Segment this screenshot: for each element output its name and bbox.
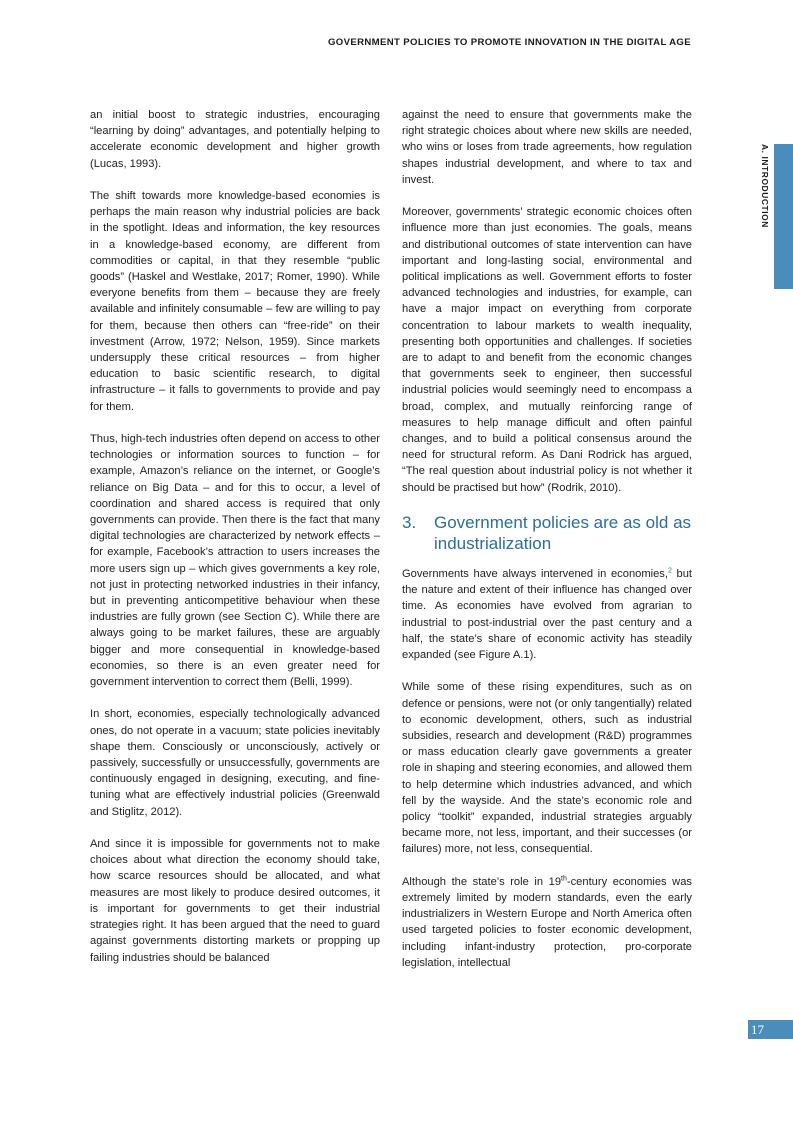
superscript: th	[561, 875, 567, 883]
paragraph: The shift towards more knowledge-based economies is perhaps the main reason why industrial policies are back in the spotlight. Ideas and information, the key resources in a knowledge-based economy, are different from commodities or capital, in that they resemble “public goods” (Haskel and Westlake, 2017; Romer, 1990). While everyone benefits from them – because they are freely available and infinitely consumable – few are willing to pay for them, because then others can “free-ride” on their investment (Arrow, 1972; Nelson, 1959). Since markets undersupply these critical resources – from higher education to basic scientific research, to digital infrastructure – it falls to governments to provide and pay for them.	[90, 190, 380, 413]
section-number: 3.	[402, 513, 417, 533]
paragraph-text: Although the state’s role in 19	[402, 875, 562, 888]
paragraph	[402, 874, 692, 971]
footnote-ref[interactable]: 2	[667, 567, 672, 575]
paragraph: an initial boost to strategic industries, encouraging “learning by doing” advantages, and potentially helping to accelerate economic development and higher growth (Lucas, 1993).	[90, 109, 380, 170]
page-number: 17	[748, 1020, 793, 1039]
running-header: GOVERNMENT POLICIES TO PROMOTE INNOVATION IN THE DIGITAL AGE	[327, 37, 691, 48]
section-tab-marker	[774, 144, 793, 289]
paragraph-text: Governments have always intervened in economies,	[402, 568, 668, 581]
section-tab-label: A. INTRODUCTION	[760, 144, 770, 228]
paragraph-text: but the nature and extent of their influence has changed over time. As economies have evolved from agrarian to industrial to post-industrial over the past century and a half, the state’s share of economic activity has steadily expanded (see Figure A.1).	[402, 568, 692, 662]
paragraph: While some of these rising expenditures, such as on defence or pensions, were not (or only tangentially) related to economic development, others, such as industrial subsidies, research and development (R&D) programmes or mass education clearly gave governments a greater role in shaping and steering economies, and allowed them to help determine which industries advanced, and which fell by the wayside. And the state’s economic role and policy “toolkit” expanded, industrial strategies arguably became more, not less, important, and their successes (or failures) more, not less, consequential.	[402, 681, 692, 856]
paragraph-text: -century economies was extremely limited by modern standards, even the early industrializers in Western Europe and North America often used targeted policies to foster economic development, including infant-industry protection, pro-corporate legislation, intellectual	[402, 875, 692, 969]
section-title: Government policies are as old as industrialization	[434, 513, 692, 554]
paragraph: against the need to ensure that governments make the right strategic choices about where new skills are needed, who wins or loses from trade agreements, how regulation shapes industrial development, and where to tax and invest.	[402, 109, 692, 186]
paragraph: In short, economies, especially technologically advanced ones, do not operate in a vacuum; state policies inevitably shape them. Consciously or unconsciously, actively or passively, successfully or unsuccessfully, governments are continuously engaged in designing, executing, and fine-tuning what are effectively industrial policies (Greenwald and Stiglitz, 2012).	[90, 708, 380, 818]
left-column	[90, 107, 380, 982]
right-column	[402, 107, 692, 987]
paragraph: And since it is impossible for governments not to make choices about what direction the economy should take, how scarce resources should be allocated, and what measures are most likely to produce desired outcomes, it is important for governments to get their industrial strategies right. It has been argued that the need to guard against governments distorting markets or propping up failing industries should be balanced	[90, 838, 380, 964]
paragraph	[402, 566, 692, 663]
paragraph: Thus, high-tech industries often depend on access to other technologies or information sources to function – for example, Amazon’s reliance on the internet, or Google’s reliance on Big Data – and for this to occur, a level of coordination and shared access is required that only governments can provide. Then there is the fact that many digital technologies are characterized by network effects – for example, Facebook’s attraction to users increases the more users sign up – which gives governments a key role, not just in protecting networked industries in their infancy, but in preventing anticompetitive behaviour when these industries are fully grown (see Section C). While there are always going to be market failures, these are arguably bigger and more consequential in knowledge-based economies, so there is an even greater need for government intervention to correct them (Belli, 1999).	[90, 433, 380, 689]
paragraph: Moreover, governments’ strategic economic choices often influence more than just economies. The goals, means and distributional outcomes of state intervention can have important and long-lasting social, environmental and political implications as well. Government efforts to foster advanced technologies and industries, for example, can have a major impact on everything from corporate concentration to labour markets to wealth inequality, presenting both opportunities and challenges. If societies are to adapt to and benefit from the economic changes that governments seek to engineer, then successful industrial policies would seemingly need to encompass a broad, complex, and mutually reinforcing range of measures to help manage difficult and often painful changes, and to build a political consensus around the need for structural reform. As Dani Rodrick has argued, “The real question about industrial policy is not whether it should be practised but how” (Rodrik, 2010).	[402, 206, 692, 494]
section-heading	[402, 512, 692, 554]
